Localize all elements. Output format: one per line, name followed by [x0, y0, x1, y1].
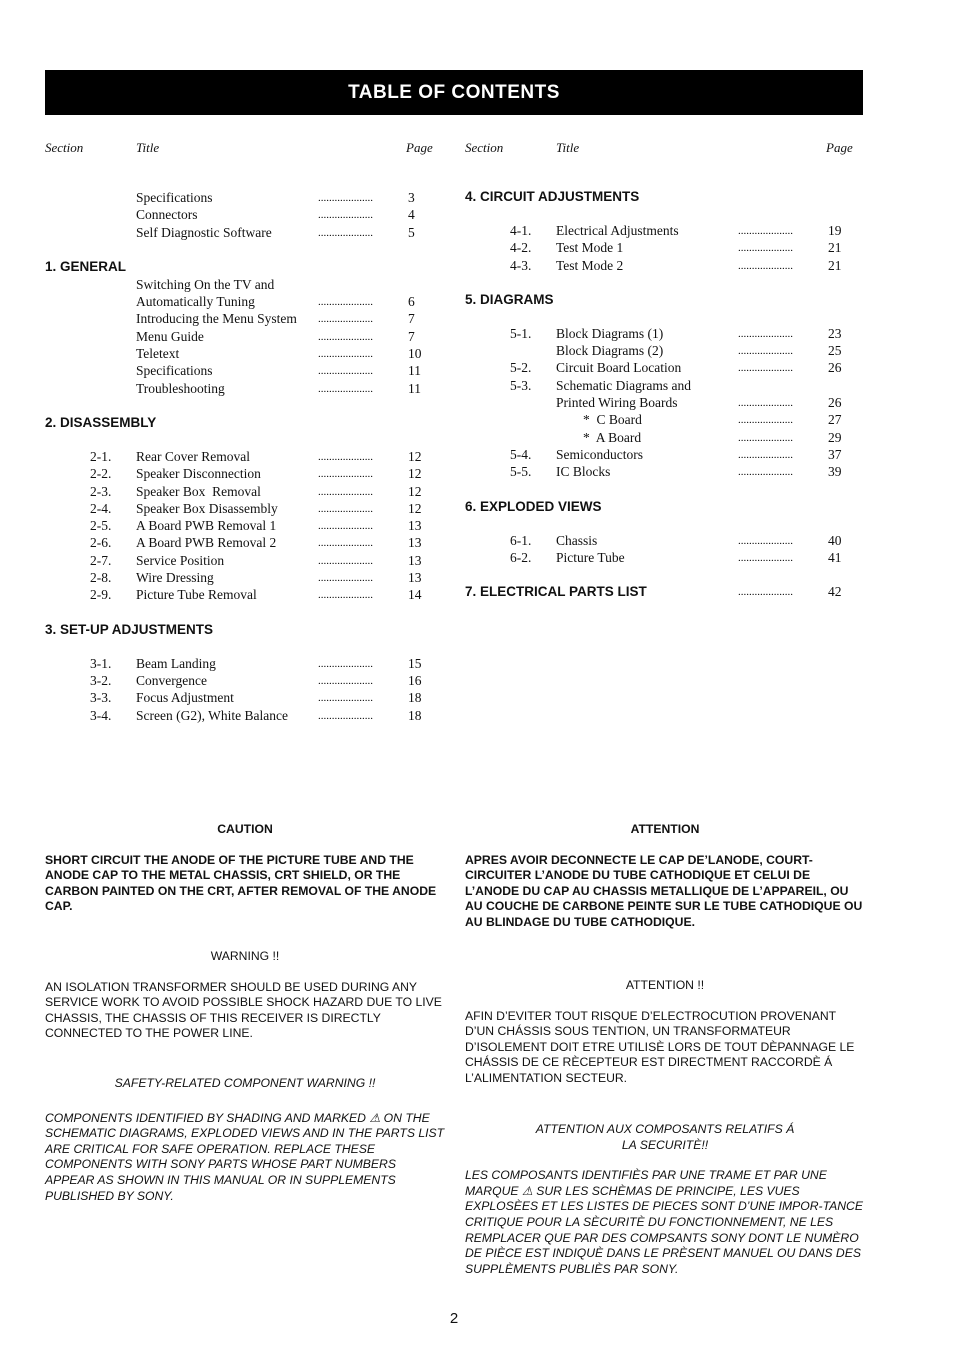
toc-entry	[465, 360, 865, 377]
leader-dots: ....................	[738, 345, 793, 358]
page-number-ref: 13	[408, 518, 422, 534]
page-number-ref: 13	[408, 570, 422, 586]
entry-title: Semiconductors	[556, 446, 643, 462]
entry-title: * C Board	[556, 412, 642, 428]
page-number-ref: 13	[408, 552, 422, 568]
leader-dots: ....................	[318, 468, 373, 481]
header-page: Page	[826, 140, 853, 155]
section-heading-diagrams: 5. DIAGRAMS	[465, 291, 554, 307]
leader-dots: ....................	[318, 502, 373, 515]
leader-dots: ....................	[318, 554, 373, 567]
page-number-ref: 11	[408, 380, 421, 396]
warning-heading: WARNING !!	[210, 949, 280, 963]
toc-entry	[465, 447, 865, 464]
leader-dots: ....................	[738, 586, 793, 599]
warning-block	[45, 949, 445, 1042]
leader-dots: ....................	[738, 551, 793, 564]
diagrams-list	[465, 326, 865, 482]
leader-dots: ....................	[318, 520, 373, 533]
section-heading-setup: 3. SET-UP ADJUSTMENTS	[45, 621, 214, 637]
entry-title: A Board PWB Removal 1	[136, 518, 277, 534]
column-headers	[45, 140, 445, 160]
attention3-heading-2: LA SECURITÈ!!	[621, 1137, 709, 1152]
leader-dots: ....................	[318, 657, 373, 670]
leader-dots: ....................	[318, 572, 373, 585]
page-number-ref: 18	[408, 690, 422, 706]
circuit-list	[465, 223, 865, 275]
attention-heading: ATTENTION	[630, 822, 700, 836]
attention2-heading: ATTENTION !!	[625, 978, 705, 992]
section-number: 2-2.	[90, 466, 112, 482]
entry-title: Printed Wiring Boards	[556, 395, 678, 411]
section-number: 3-2.	[90, 672, 112, 688]
entry-title: Beam Landing	[136, 655, 216, 671]
leader-dots: ....................	[738, 431, 793, 444]
leader-dots: ....................	[318, 192, 373, 204]
page-number: 2	[449, 1310, 459, 1327]
entry-title: Speaker Box Disassembly	[136, 500, 278, 516]
page-number-ref: 26	[828, 360, 842, 376]
attention2-body: AFIN D’EVITER TOUT RISQUE D’ELECTROCUTION PROVENANT D’UN CHÁSSIS SOUS TENTION, UN TRANSFORMATEUR D’ISOLEMENT DOIT ETRE UTILISÈ LORS DE TOUT DÈPANNAGE LE CHÁSSIS DE CE RÈCEPTEUR EST DIRECTMENT RACCORDÈ Á L’ALIMENTATION SECTEUR.	[465, 1008, 855, 1085]
leader-dots: ....................	[738, 466, 793, 479]
column-headers-right	[465, 140, 865, 160]
section-number: 2-3.	[90, 483, 112, 499]
section-number: 2-1.	[90, 448, 112, 464]
entry-title: Test Mode 2	[556, 257, 624, 273]
section-heading-circuit: 4. CIRCUIT ADJUSTMENTS	[465, 189, 640, 204]
toc-entry	[45, 329, 445, 346]
toc-entry	[45, 673, 445, 690]
page-number-ref: 6	[408, 294, 415, 310]
leader-dots: ....................	[318, 330, 373, 343]
entry-title: Specifications	[136, 190, 213, 205]
header-section: Section	[465, 140, 504, 155]
leader-dots: ....................	[318, 296, 373, 309]
toc-entry	[45, 381, 445, 398]
attention3-heading-1: ATTENTION AUX COMPOSANTS RELATIFS Á	[535, 1122, 795, 1136]
entry-title: Rear Cover Removal	[136, 448, 250, 464]
attention3-block	[465, 1122, 865, 1277]
general-list	[45, 277, 445, 398]
attention3-body: LES COMPOSANTS IDENTIFIÈS PAR UNE TRAME ET PAR UNE MARQUE ⚠ SUR LES SCHÈMAS DE PRINCIPE, LES VUES EXPLOSÈES ET LES LISTES DE PIECES SONT D’UNE IMPOR-TANCE CRITIQUE POUR LA SÈCURITÈ DU FONCTIONNEMENT, NE LES REMPLACER QUE PAR DES COMPSANTS SONY DONT LE NUMÈRO DE PIÈCE EST INDIQUÈ DANS LE PRÈSENT MANUEL OU DANS DES SUPPLÈMENTS PUBLIÈS PAR SONY.	[465, 1168, 863, 1276]
toc-entry	[45, 570, 445, 587]
section-number: 4-2.	[510, 240, 532, 256]
entry-title: Focus Adjustment	[136, 690, 234, 706]
section-number: 5-2.	[510, 360, 532, 376]
leader-dots: ....................	[318, 450, 373, 463]
toc-entry	[45, 535, 445, 552]
exploded-list	[465, 533, 865, 568]
toc-entry	[45, 587, 445, 604]
entry-title: Wire Dressing	[136, 570, 214, 586]
entry-title: Troubleshooting	[136, 380, 225, 396]
toc-entry	[45, 553, 445, 570]
toc-entry	[465, 464, 865, 481]
toc-entry	[45, 466, 445, 483]
section-number: 3-1.	[90, 655, 112, 671]
section-number: 3-3.	[90, 690, 112, 706]
caution-block	[45, 822, 445, 915]
page-number-ref: 25	[828, 343, 842, 359]
toc-entry	[45, 346, 445, 363]
page-number-ref: 3	[408, 190, 415, 205]
leader-dots: ....................	[738, 242, 793, 255]
section-heading-parts	[465, 584, 865, 601]
page-number-ref: 27	[828, 412, 842, 428]
toc-entry	[45, 225, 445, 242]
entry-title: Block Diagrams (1)	[556, 325, 664, 341]
entry-title: Schematic Diagrams and	[556, 377, 691, 393]
section-number: 2-4.	[90, 500, 112, 516]
section-heading-disassembly: 2. DISASSEMBLY	[45, 414, 157, 430]
leader-dots: ....................	[318, 226, 373, 239]
page-number-ref: 13	[408, 535, 422, 551]
section-number: 5-1.	[510, 325, 532, 341]
front-matter-list	[45, 190, 445, 242]
attention2-block	[465, 978, 865, 1087]
leader-dots: ....................	[318, 485, 373, 498]
page-number-ref: 29	[828, 429, 842, 445]
page-number-ref: 12	[408, 466, 422, 482]
page-number-ref: 15	[408, 655, 422, 671]
section-number: 2-7.	[90, 552, 112, 568]
entry-title: Connectors	[136, 207, 198, 223]
leader-dots: ....................	[738, 534, 793, 547]
page-number-ref: 23	[828, 325, 842, 341]
entry-title: Electrical Adjustments	[556, 223, 679, 238]
header-title: Title	[136, 140, 160, 155]
toc-entry	[45, 484, 445, 501]
toc-entry	[45, 690, 445, 707]
toc-entry	[465, 378, 865, 395]
caution-heading: CAUTION	[217, 822, 273, 836]
toc-entry	[45, 501, 445, 518]
caution-body: SHORT CIRCUIT THE ANODE OF THE PICTURE TUBE AND THE ANODE CAP TO THE METAL CHASSIS, CRT SHIELD, OR THE CARBON PAINTED ON THE CRT, AFTER REMOVAL OF THE ANODE CAP.	[45, 852, 437, 914]
page-number-ref: 41	[828, 549, 842, 565]
toc-right-column	[465, 140, 865, 601]
section-number: 2-6.	[90, 535, 112, 551]
page-number-ref: 21	[828, 240, 842, 256]
page-number-ref: 16	[408, 672, 422, 688]
toc-entry	[45, 656, 445, 673]
leader-dots: ....................	[738, 397, 793, 410]
entry-title: Test Mode 1	[556, 240, 624, 256]
toc-entry	[465, 430, 865, 447]
toc-entry	[465, 343, 865, 360]
toc-entry	[45, 518, 445, 535]
toc-entry	[465, 326, 865, 343]
page-number-ref: 10	[408, 346, 422, 362]
entry-title: Switching On the TV and	[136, 276, 275, 292]
section-number: 5-3.	[510, 377, 532, 393]
toc-entry	[45, 363, 445, 380]
entry-title: Convergence	[136, 672, 207, 688]
entry-title: Introducing the Menu System	[136, 311, 297, 327]
leader-dots: ....................	[318, 348, 373, 361]
entry-title: A Board PWB Removal 2	[136, 535, 277, 551]
page-number-ref: 39	[828, 464, 842, 480]
entry-title: Service Position	[136, 552, 225, 568]
page-number-ref: 40	[828, 532, 842, 548]
toc-entry	[465, 240, 865, 257]
entry-title: Circuit Board Location	[556, 360, 682, 376]
section-heading-exploded: 6. EXPLODED VIEWS	[465, 498, 602, 514]
page-number-ref: 14	[408, 587, 422, 603]
page-number-ref: 18	[408, 707, 422, 723]
section-number: 2-9.	[90, 587, 112, 603]
entry-title: Menu Guide	[136, 328, 204, 344]
section-number: 3-4.	[90, 707, 112, 723]
section-number: 5-5.	[510, 464, 532, 480]
page-number-ref: 7	[408, 311, 415, 327]
section-heading-general: 1. GENERAL	[45, 258, 127, 274]
section-number: 5-4.	[510, 446, 532, 462]
leader-dots: ....................	[738, 448, 793, 461]
entry-title: Speaker Box Removal	[136, 483, 261, 499]
page-number-ref: 7	[408, 328, 415, 344]
warning-body: AN ISOLATION TRANSFORMER SHOULD BE USED DURING ANY SERVICE WORK TO AVOID POSSIBLE SHOCK HAZARD DUE TO LIVE CHASSIS, THE CHASSIS OF THIS RECEIVER IS DIRECTLY CONNECTED TO THE POWER LINE.	[45, 979, 442, 1041]
leader-dots: ....................	[318, 365, 373, 378]
entry-title: Picture Tube	[556, 549, 625, 565]
section-number: 4-3.	[510, 257, 532, 273]
toc-entry	[465, 550, 865, 567]
page-number-ref: 12	[408, 448, 422, 464]
parts-heading-text: 7. ELECTRICAL PARTS LIST	[465, 584, 647, 600]
attention-block	[465, 822, 865, 931]
disassembly-list	[45, 449, 445, 605]
page-number-ref: 26	[828, 395, 842, 411]
toc-entry	[465, 533, 865, 550]
toc-entry	[465, 258, 865, 275]
toc-entry	[45, 190, 445, 207]
leader-dots: ....................	[738, 362, 793, 375]
page-title: TABLE OF CONTENTS	[45, 70, 863, 115]
leader-dots: ....................	[318, 674, 373, 687]
page-number-ref: 21	[828, 257, 842, 273]
setup-list	[45, 656, 445, 725]
leader-dots: ....................	[318, 709, 373, 722]
leader-dots: ....................	[318, 537, 373, 550]
toc-entry	[45, 449, 445, 466]
toc-entry	[45, 207, 445, 224]
section-number: 4-1.	[510, 223, 532, 238]
page-number-ref: 19	[828, 223, 842, 238]
leader-dots: ....................	[318, 692, 373, 705]
entry-title: Screen (G2), White Balance	[136, 707, 288, 723]
page-number-ref: 42	[828, 584, 842, 600]
leader-dots: ....................	[318, 382, 373, 395]
entry-title: Automatically Tuning	[136, 294, 255, 310]
page-number-ref: 11	[408, 363, 421, 379]
safety-block	[45, 1076, 445, 1204]
toc-left-column	[45, 140, 445, 725]
section-number: 6-1.	[510, 532, 532, 548]
page-number-ref: 5	[408, 224, 415, 240]
entry-title: Picture Tube Removal	[136, 587, 257, 603]
attention-body: APRES AVOIR DECONNECTE LE CAP DE’LANODE, COURT-CIRCUITER L’ANODE DU TUBE CATHODIQUE ET CELUI DE L’ANODE DU CAP AU CHASSIS METALLIQUE DE L’APPAREIL, OU AU COUCHE DE CARBONE PEINTE SUR LE TUBE CATHODIQUE OU AU BLINDAGE DU TUBE CATHODIQUE.	[465, 852, 863, 929]
entry-title: IC Blocks	[556, 464, 611, 480]
toc-entry	[45, 708, 445, 725]
leader-dots: ....................	[318, 313, 373, 326]
page-number-ref: 37	[828, 446, 842, 462]
toc-entry	[45, 294, 445, 311]
entry-title: Self Diagnostic Software	[136, 224, 272, 240]
safety-body: COMPONENTS IDENTIFIED BY SHADING AND MARKED ⚠ ON THE SCHEMATIC DIAGRAMS, EXPLODED VIEWS AND IN THE PARTS LIST ARE CRITICAL FOR SAFE OPERATION. REPLACE THESE COMPONENTS WITH SONY PARTS WHOSE PART NUMBERS APPEAR AS SHOWN IN THIS MANUAL OR IN SUPPLEMENTS PUBLISHED BY SONY.	[45, 1110, 445, 1203]
section-number: 6-2.	[510, 549, 532, 565]
entry-title: Speaker Disconnection	[136, 466, 261, 482]
header-title: Title	[556, 140, 580, 155]
page-number-ref: 4	[408, 207, 415, 223]
page-number-ref: 12	[408, 500, 422, 516]
leader-dots: ....................	[738, 327, 793, 340]
section-number: 2-8.	[90, 570, 112, 586]
toc-entry	[45, 311, 445, 328]
leader-dots: ....................	[318, 589, 373, 602]
leader-dots: ....................	[318, 209, 373, 222]
entry-title: Teletext	[136, 346, 180, 362]
section-number: 2-5.	[90, 518, 112, 534]
leader-dots: ....................	[738, 414, 793, 427]
leader-dots: ....................	[738, 225, 793, 237]
toc-entry	[465, 395, 865, 412]
toc-entry	[465, 223, 865, 240]
entry-title: Block Diagrams (2)	[556, 343, 664, 359]
toc-entry	[465, 412, 865, 429]
leader-dots: ....................	[738, 259, 793, 272]
toc-entry	[45, 277, 445, 294]
header-page: Page	[406, 140, 433, 155]
safety-heading: SAFETY-RELATED COMPONENT WARNING !!	[114, 1076, 376, 1090]
entry-title: Specifications	[136, 363, 213, 379]
entry-title: * A Board	[556, 429, 642, 445]
page-number-ref: 12	[408, 483, 422, 499]
entry-title: Chassis	[556, 532, 598, 548]
header-section: Section	[45, 140, 84, 155]
